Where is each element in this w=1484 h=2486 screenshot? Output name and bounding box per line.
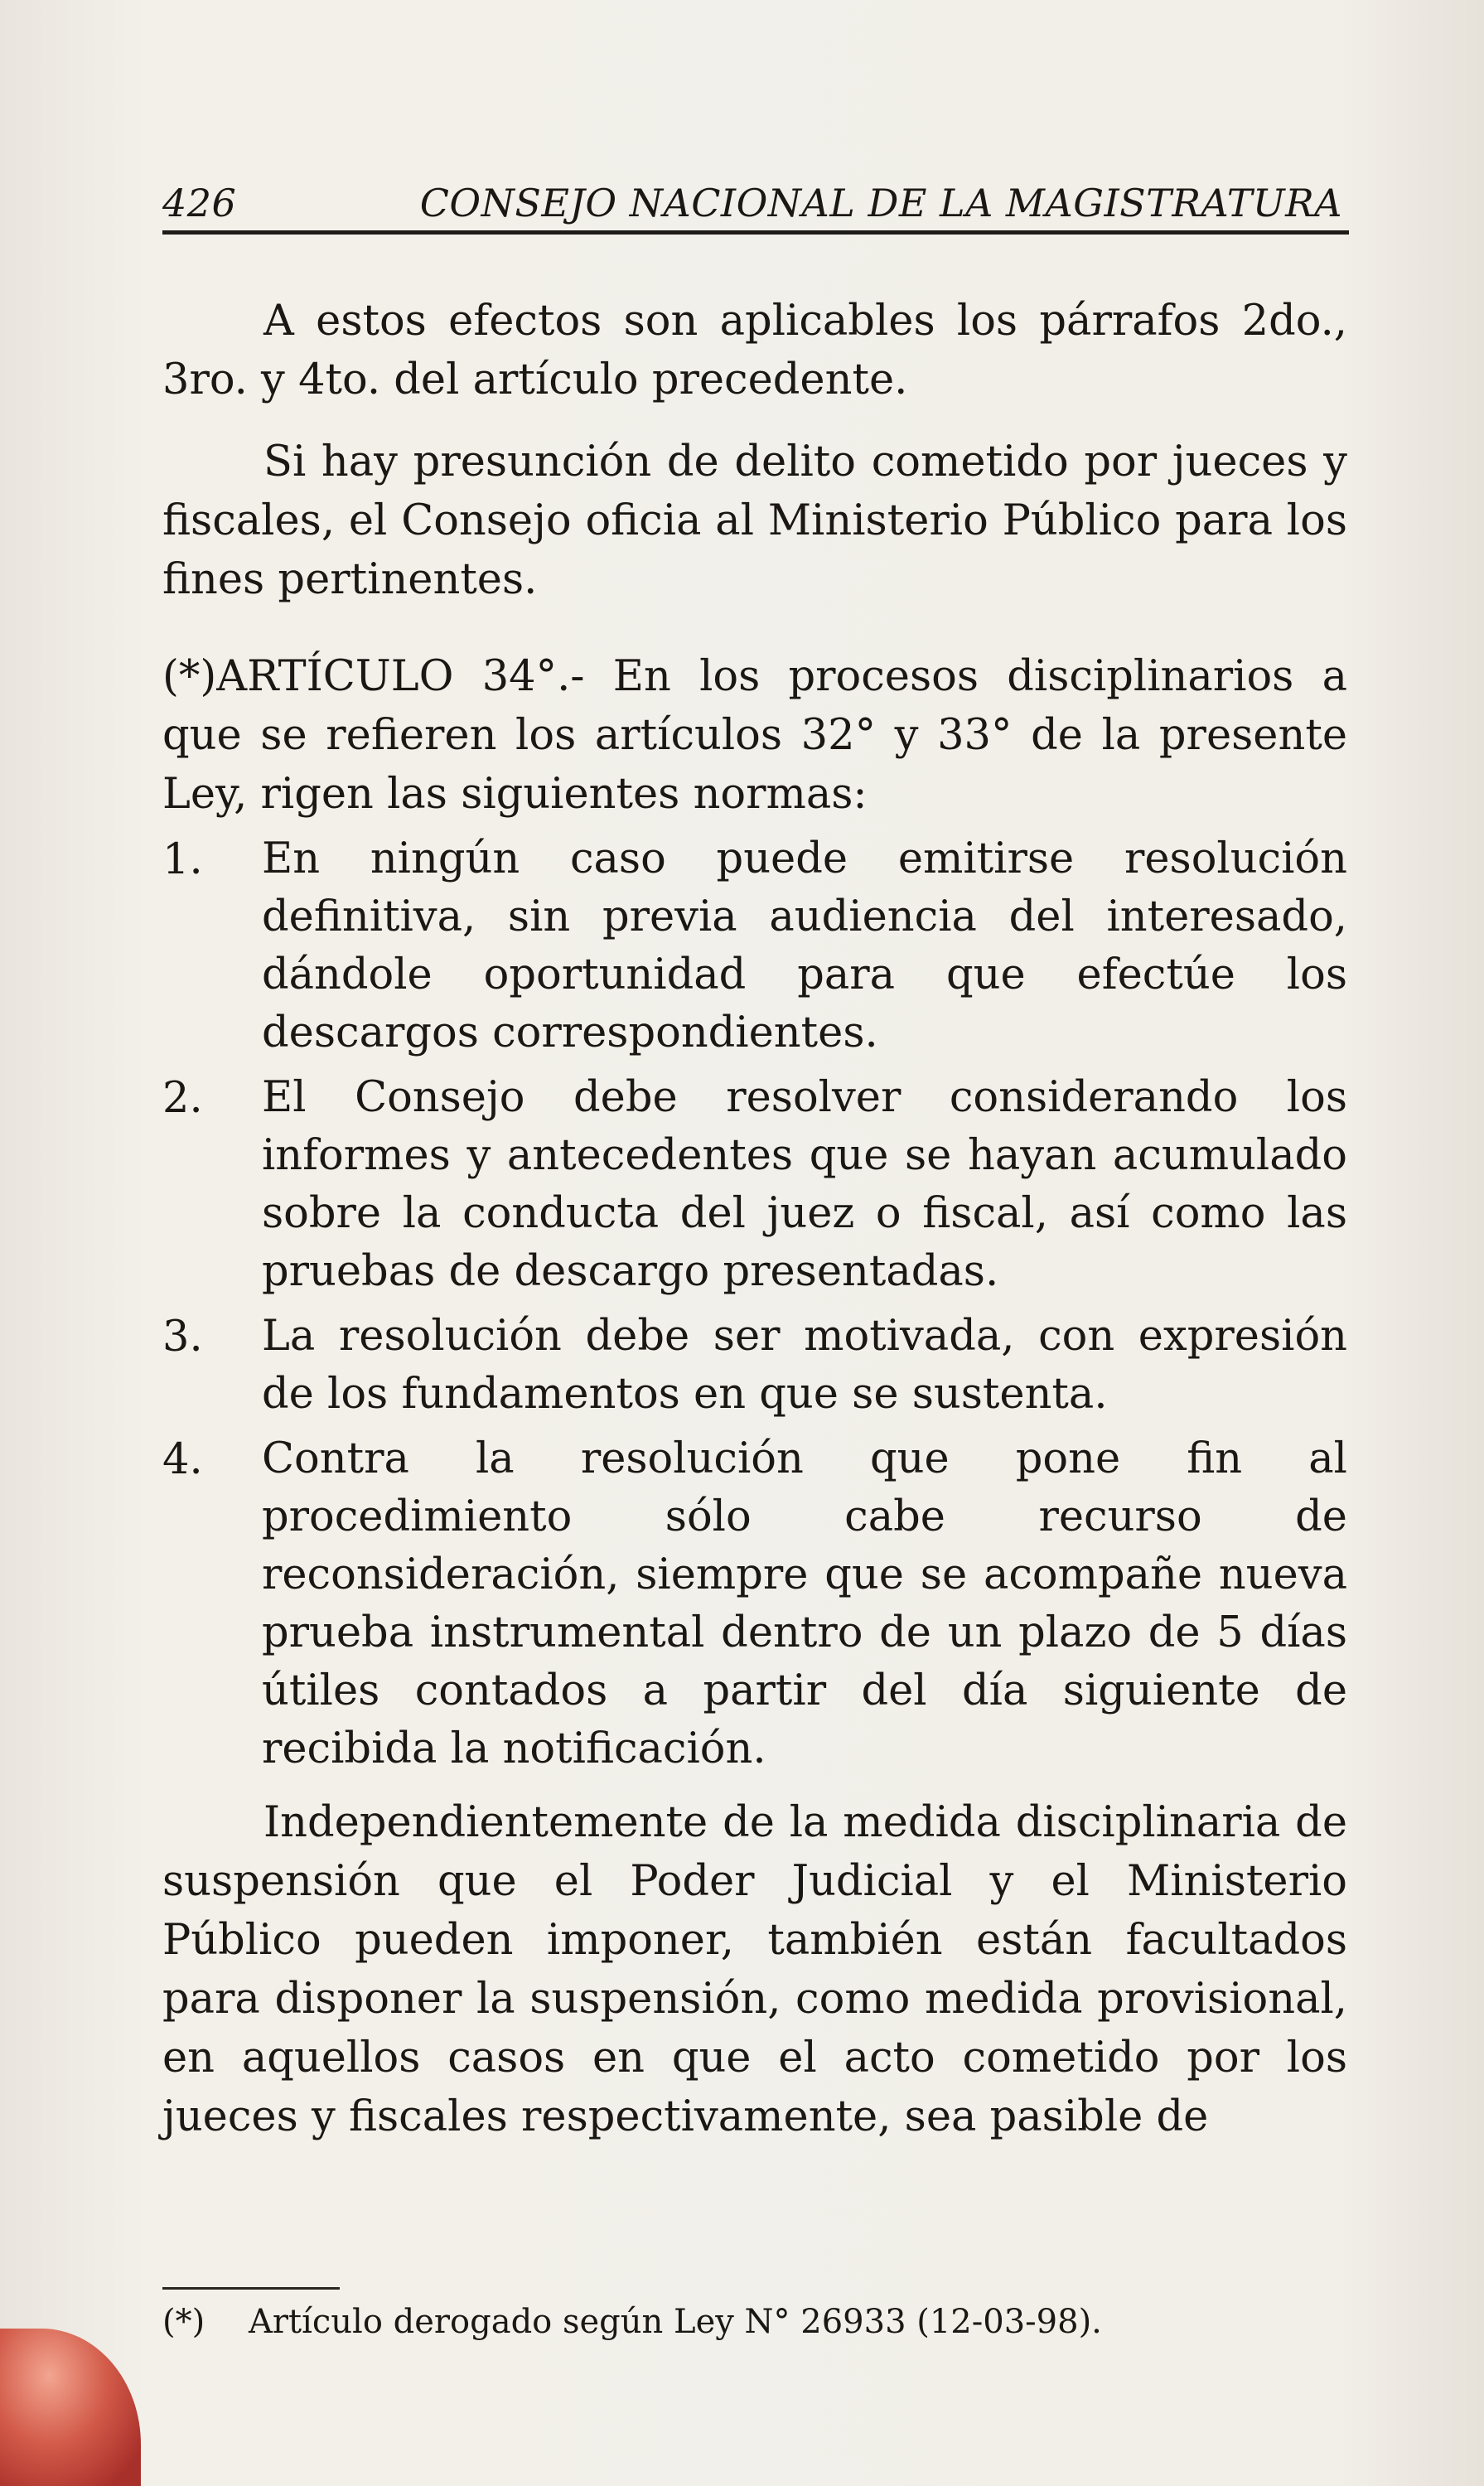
page-header: [162, 166, 1347, 225]
footnote: [162, 2300, 1157, 2344]
norm-item: [162, 830, 1347, 1062]
footnote-text: Artículo derogado según Ley N° 26933 (12-03-98).: [249, 2303, 1102, 2341]
norm-number: 3.: [162, 1313, 203, 1361]
norm-number: 4.: [162, 1435, 203, 1484]
header-rule: [162, 230, 1349, 235]
footnote-marker: (*): [162, 2303, 205, 2341]
closing-paragraph: Independientemente de la medida disciplinaria de suspensión que el Poder Judicial y el Ministerio Público pueden imponer, también están facultados para disponer la suspensión, como medida provisional, en aquellos casos en que el acto cometido por los jueces y fiscales respectivamente, sea pasible de: [162, 1798, 1347, 2141]
norm-item: [162, 1308, 1347, 1424]
article-34-heading: (*)ARTÍCULO 34°.- En los procesos disciplinarios a que se refieren los artículos 32° y 33° de la presente Ley, rigen las siguientes normas:: [162, 652, 1347, 819]
footnote-rule: [162, 2287, 340, 2290]
paragraph-crime-presumption: Si hay presunción de delito cometido por jueces y fiscales, el Consejo oficia al Ministerio Público para los fines pertinentes.: [162, 438, 1347, 604]
norm-text: Contra la resolución que pone fin al procedimiento sólo cabe recurso de reconsideración, siempre que se acompañe nueva prueba instrumental dentro de un plazo de 5 días útiles contados a partir del día siguiente de recibida la notificación.: [262, 1434, 1347, 1773]
paragraph-effects: A estos efectos son aplicables los párrafos 2do., 3ro. y 4to. del artículo precedente.: [162, 297, 1347, 404]
norm-item: [162, 1430, 1347, 1778]
running-title: CONSEJO NACIONAL DE LA MAGISTRATURA: [419, 181, 1342, 225]
norm-number: 2.: [162, 1074, 203, 1123]
body-text: [162, 292, 1347, 2146]
norm-text: La resolución debe ser motivada, con expresión de los fundamentos en que se sustenta.: [262, 1312, 1347, 1419]
thumb-edge: [0, 2329, 141, 2486]
page-number: 426: [162, 181, 237, 225]
norm-text: El Consejo debe resolver considerando los informes y antecedentes que se hayan acumulado sobre la conducta del juez o fiscal, así como las pruebas de descargo presentadas.: [262, 1073, 1347, 1296]
norms-list: [162, 830, 1347, 1778]
norm-item: [162, 1069, 1347, 1301]
norm-number: 1.: [162, 835, 203, 884]
norm-text: En ningún caso puede emitirse resolución definitiva, sin previa audiencia del interesado, dándole oportunidad para que efectúe los descargos correspondientes.: [262, 834, 1347, 1057]
